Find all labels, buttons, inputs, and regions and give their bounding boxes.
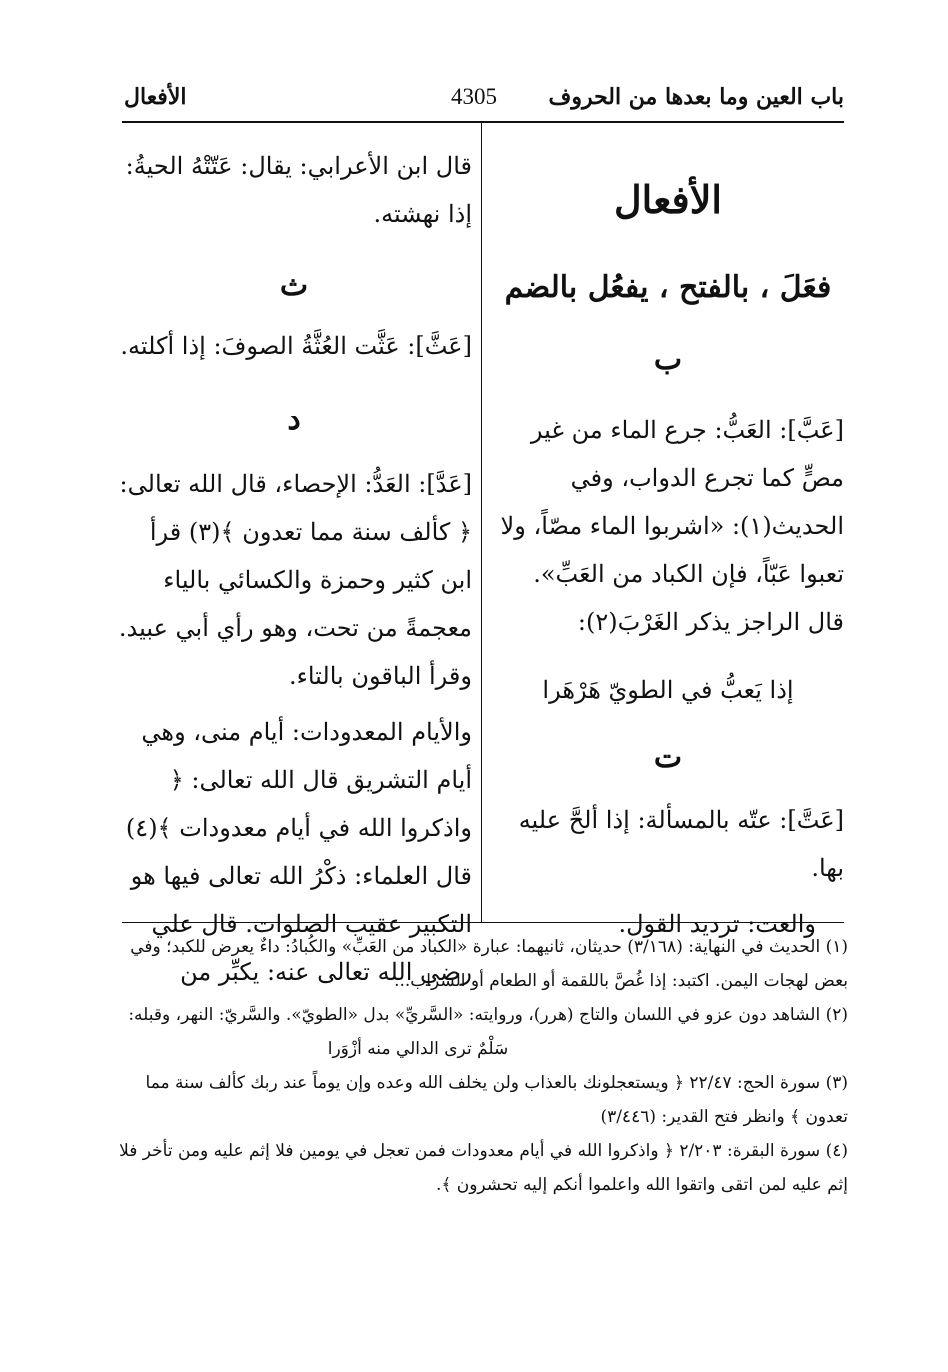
right-column bbox=[492, 162, 844, 948]
page-number: 4305 bbox=[451, 84, 497, 109]
letter-heading-ba: ب bbox=[653, 342, 683, 377]
chapter-title: الأفعال bbox=[614, 177, 722, 222]
footnote-3: (٣) سورة الحج: ٢٢/٤٧ ﴿ ويستعجلونك بالعذاب ولن يخلف الله وعده وإن يوماً عند ربك كألف سنة مما تعدون ﴾ وانظر فتح القدير: (٣/٤٤٦) bbox=[145, 1073, 848, 1127]
header-rule bbox=[122, 121, 844, 123]
entry-abba: [عَبَّ]: العَبُّ: جرع الماء من غير مصٍّ كما تجرع الدواب، وفي الحديث(١): «اشربوا الماء مصّاً، ولا تعبوا عَبّاً، فإن الكباد من العَبِّ». قال الراجز يذكر الغَرْبَ(٢): bbox=[500, 416, 844, 636]
footnote-rule bbox=[122, 922, 844, 923]
footnote-2: (٢) الشاهد دون عزو في اللسان والتاج (هرر)، وروايته: «السَّريِّ» بدل «الطويّ». والسَّريّ: النهر، وقبله: bbox=[128, 1005, 848, 1025]
running-title: الأفعال bbox=[124, 84, 187, 110]
entry-ibn-arabi: قال ابن الأعرابي: يقال: عَتّتْهُ الحيةُ: إذا نهشته. bbox=[125, 152, 472, 228]
entry-adda: [عَدَّ]: العَدُّ: الإحصاء، قال الله تعالى: ﴿ كألف سنة مما تعدون ﴾(٣) قرأ ابن كثير وحمزة والكسائي بالياء معجمةً من تحت، وهو رأي أبي عبيد. وقرأ الباقون بالتاء. bbox=[118, 470, 472, 690]
letter-heading-ta: ت bbox=[653, 740, 683, 775]
footnotes bbox=[108, 930, 848, 1202]
letter-heading-tha: ث bbox=[279, 268, 309, 303]
entry-aththa: [عَثَّ]: عَثَّت العُثَّةُ الصوفَ: إذا أكلته. bbox=[120, 332, 472, 360]
chapter-subtitle: فعَلَ ، بالفتح ، يفعُل بالضم bbox=[504, 270, 832, 305]
column-divider bbox=[481, 122, 482, 922]
footnote-2-poem: سَلْمٌ ترى الدالي منه أزْوَرا bbox=[327, 1039, 509, 1059]
entry-atta: [عَتَّ]: عتّه بالمسألة: إذا ألحَّ عليه بها. bbox=[518, 806, 844, 882]
entry-maadudat: والأيام المعدودات: أيام منى، وهي أيام التشريق قال الله تعالى: ﴿ واذكروا الله في أيام معدودات ﴾(٤) قال العلماء: ذكْرُ الله تعالى فيها هو التكبير عقيب الصلوات. قال علي رضي الله تعالى عنه: يكبِّر من bbox=[125, 718, 472, 986]
letter-heading-dal: د bbox=[287, 402, 301, 437]
left-column bbox=[116, 142, 472, 996]
entry-al-att: والعت: ترديد القول. bbox=[618, 910, 816, 938]
footnote-4: (٤) سورة البقرة: ٢/٢٠٣ ﴿ واذكروا الله في أيام معدودات فمن تعجل في يومين فلا إثم عليه ومن تأخر فلا إثم عليه لمن اتقى واتقوا الله واعلموا أنكم إليه تحشرون ﴾. bbox=[119, 1141, 848, 1195]
footnote-1: (١) الحديث في النهاية: (٣/١٦٨) حديثان، ثانيهما: عبارة «الكباد من العَبِّ» والكُبادُ: داءٌ يعرض للكبد؛ وفي بعض لهجات اليمن. اكتبد: إذا غُصَّ باللقمة أو الطعام أو الشراب... bbox=[130, 937, 848, 991]
verse-line: إذا يَعبُّ في الطويّ هَرْهَرا bbox=[542, 676, 794, 704]
section-title: باب العين وما بعدها من الحروف bbox=[548, 84, 844, 110]
